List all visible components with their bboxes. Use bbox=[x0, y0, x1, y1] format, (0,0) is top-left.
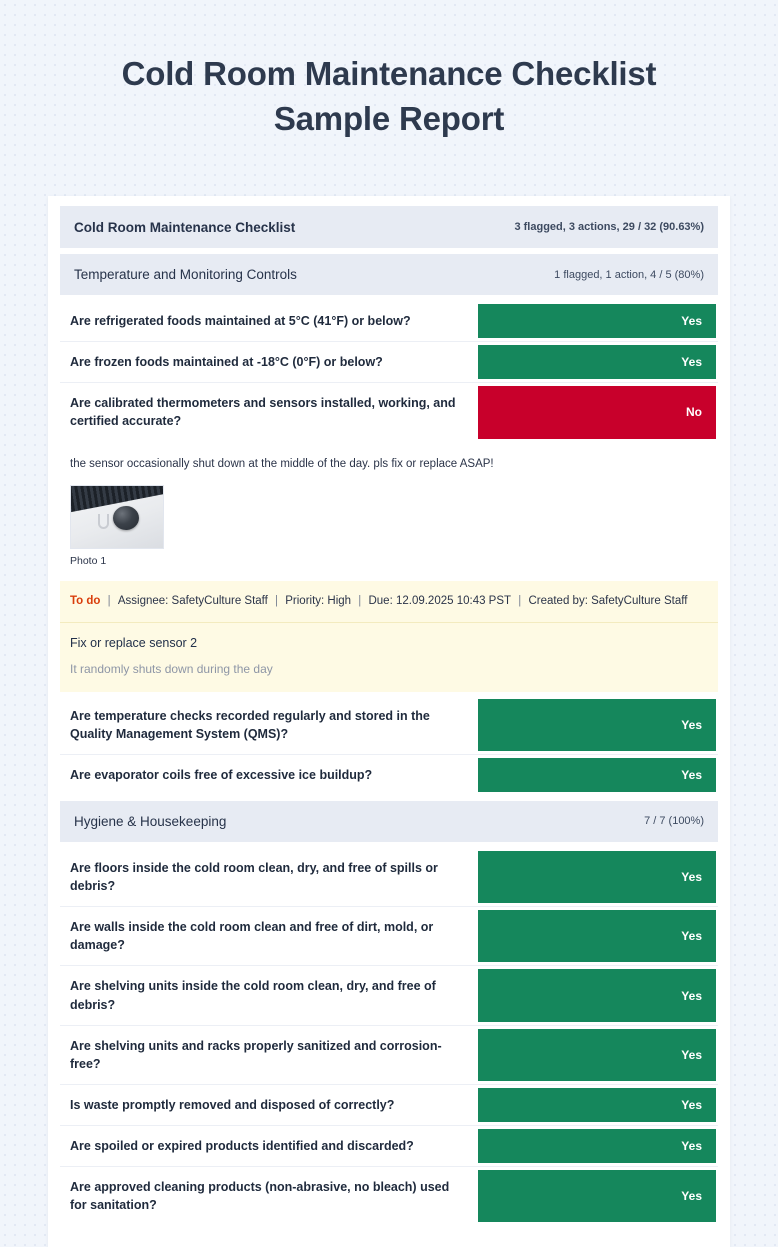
question-text: Are evaporator coils free of excessive ice buildup? bbox=[70, 767, 373, 782]
action-body bbox=[60, 623, 718, 692]
answer-badge: Yes bbox=[478, 1088, 716, 1122]
question-text: Are calibrated thermometers and sensors installed, working, and certified accurate? bbox=[70, 396, 456, 429]
report-card bbox=[48, 196, 730, 1247]
answer-badge: Yes bbox=[478, 969, 716, 1021]
section-stats: 7 / 7 (100%) bbox=[644, 815, 704, 828]
answer-badge: Yes bbox=[478, 699, 716, 751]
table-row bbox=[60, 848, 718, 906]
action-due: Due: 12.09.2025 10:43 PST bbox=[368, 594, 512, 607]
table-row bbox=[60, 754, 718, 795]
photo-caption: Photo 1 bbox=[70, 554, 107, 567]
table-row bbox=[60, 301, 718, 341]
photo-attachment[interactable] bbox=[70, 485, 164, 567]
action-block bbox=[60, 581, 718, 692]
meta-separator: | bbox=[271, 594, 282, 607]
item-note-text: the sensor occasionally shut down at the middle of the day. pls fix or replace ASAP! bbox=[70, 457, 494, 470]
report-header-row bbox=[60, 206, 718, 248]
section-name: Hygiene & Housekeeping bbox=[74, 813, 227, 829]
table-row bbox=[60, 341, 718, 382]
table-row bbox=[60, 1025, 718, 1084]
page-title-line-1: Cold Room Maintenance Checklist bbox=[121, 55, 657, 92]
question-text: Are floors inside the cold room clean, dry, and free of spills or debris? bbox=[70, 860, 438, 894]
question-text: Are shelving units inside the cold room clean, dry, and free of debris? bbox=[70, 979, 436, 1012]
section-name: Temperature and Monitoring Controls bbox=[74, 267, 297, 282]
meta-separator: | bbox=[355, 594, 365, 607]
question-text: Are approved cleaning products (non-abrasive, no bleach) used for sanitation? bbox=[70, 1180, 450, 1213]
report-stats: 3 flagged, 3 actions, 29 / 32 (90.63%) bbox=[514, 221, 704, 233]
table-row bbox=[60, 965, 718, 1024]
answer-badge: Yes bbox=[478, 851, 716, 903]
table-row bbox=[60, 382, 718, 441]
table-row bbox=[60, 906, 718, 965]
question-text: Is waste promptly removed and disposed of correctly? bbox=[70, 1097, 395, 1112]
answer-badge: Yes bbox=[478, 1170, 716, 1222]
section-stats: 1 flagged, 1 action, 4 / 5 (80%) bbox=[554, 268, 704, 281]
question-text: Are temperature checks recorded regularly and stored in the Quality Management System (QMS)? bbox=[70, 708, 430, 741]
answer-badge: Yes bbox=[478, 304, 716, 338]
item-note-block bbox=[60, 442, 718, 571]
question-text: Are refrigerated foods maintained at 5°C (41°F) or below? bbox=[70, 314, 411, 328]
answer-badge: Yes bbox=[478, 758, 716, 792]
page-title-line-2: Sample Report bbox=[273, 99, 505, 137]
question-text: Are shelving units and racks properly sanitized and corrosion-free? bbox=[70, 1038, 442, 1071]
report-card-body bbox=[48, 196, 730, 1247]
answer-badge: Yes bbox=[478, 345, 716, 379]
action-meta bbox=[60, 581, 718, 623]
table-row bbox=[60, 1125, 718, 1166]
action-title: Fix or replace sensor 2 bbox=[70, 635, 198, 650]
answer-badge: Yes bbox=[478, 1129, 716, 1163]
question-text: Are walls inside the cold room clean and free of dirt, mold, or damage? bbox=[70, 920, 434, 953]
photo-hook-shape bbox=[98, 514, 109, 529]
page-title bbox=[29, 0, 749, 141]
question-text: Are frozen foods maintained at -18°C (0°F) or below? bbox=[70, 355, 383, 370]
answer-badge: No bbox=[478, 386, 716, 438]
action-priority: Priority: High bbox=[285, 594, 352, 607]
table-row bbox=[60, 696, 718, 754]
sensor-icon bbox=[113, 506, 139, 530]
meta-separator: | bbox=[104, 594, 114, 607]
table-row bbox=[60, 1166, 718, 1225]
section-header-hygiene bbox=[60, 801, 718, 842]
status-badge: To do bbox=[70, 594, 101, 607]
answer-badge: Yes bbox=[478, 1029, 716, 1081]
question-text: Are spoiled or expired products identified and discarded? bbox=[70, 1139, 414, 1154]
answer-badge: Yes bbox=[478, 910, 716, 962]
table-row bbox=[60, 1084, 718, 1125]
meta-separator: | bbox=[515, 594, 525, 607]
section-header-temperature bbox=[60, 254, 718, 295]
action-assignee: Assignee: SafetyCulture Staff bbox=[117, 594, 268, 607]
report-title: Cold Room Maintenance Checklist bbox=[74, 219, 296, 235]
action-description: It randomly shuts down during the day bbox=[70, 661, 273, 676]
action-created-by: Created by: SafetyCulture Staff bbox=[528, 594, 688, 607]
photo-thumbnail-image[interactable] bbox=[70, 485, 164, 549]
